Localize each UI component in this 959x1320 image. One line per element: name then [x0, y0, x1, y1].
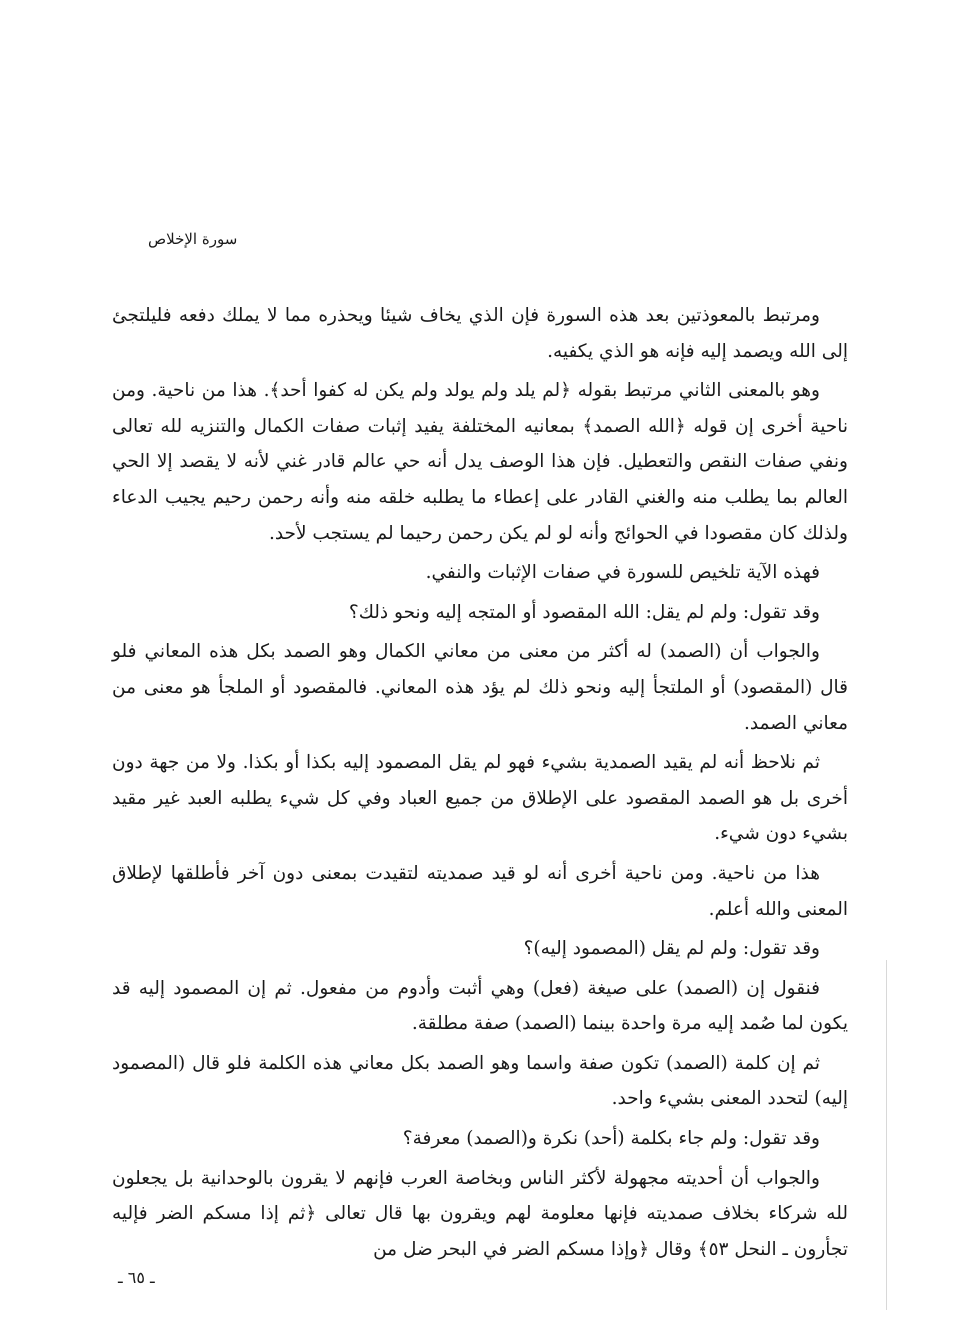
paragraph: ثم نلاحظ أنه لم يقيد الصمدية بشيء فهو لم يقل المصمود إليه بكذا أو بكذا. ولا من جهة دون أخرى بل هو الصمد المقصود على الإطلاق من جميع العباد وفي كل شيء يطلبه العبد غير مقيد بشيء دون شيء. — [112, 752, 848, 845]
running-header: سورة الإخلاص — [148, 230, 238, 248]
paragraph: فهذه الآية تلخيص للسورة في صفات الإثبات والنفي. — [425, 562, 820, 584]
paragraph: ومرتبط بالمعوذتين بعد هذه السورة فإن الذي يخاف شيئا ويحذره مما لا يملك دفعه فليلتجئ إلى الله ويصمد إليه فإنه هو الذي يكفيه. — [112, 305, 848, 362]
paragraph: فنقول إن (الصمد) على صيغة (فعل) وهي أثبت وأدوم من مفعول. ثم إن المصمود إليه قد يكون لما صُمد إليه مرة واحدة بينما (الصمد) صفة مطلقة. — [112, 977, 848, 1035]
scan-edge-line — [886, 960, 887, 1310]
paragraph: هذا من ناحية. ومن ناحية أخرى أنه لو قيد صمديته لتقيدت بمعنى دون آخر فأطلقها لإطلاق المعنى والله أعلم. — [112, 862, 848, 920]
body-text — [112, 298, 848, 1271]
paragraph: وهو بالمعنى الثاني مرتبط بقوله ﴿لم يلد ولم يولد ولم يكن له كفوا أحد﴾. هذا من ناحية. ومن ناحية أخرى إن قوله ﴿الله الصمد﴾ بمعانيه المختلفة يفيد إثبات صفات الكمال والتنزيه لله تعالى ونفي صفات النقص والتعطيل. فإن هذا الوصف يدل أنه حي عالم قادر غني لأنه لا يقصد إلا الحي العالم بما يطلب منه والغني القادر على إعطاء ما يطلبه خلقه منه وأنه رحمن رحيم يجيب الدعاء ولذلك كان مقصودا في الحوائج وأنه لو لم يكن رحمن رحيما لم يستجب لأحد. — [112, 380, 848, 544]
page-number: ـ ٦٥ ـ — [118, 1268, 155, 1287]
paragraph: وقد تقول: ولم لم يقل (المصمود إليه)؟ — [523, 938, 820, 960]
paragraph: ثم إن كلمة (الصمد) تكون صفة واسما وهو الصمد بكل معاني هذه الكلمة فلو قال (المصمود إليه) لتحدد المعنى بشيء واحد. — [112, 1052, 848, 1110]
paragraph: والجواب أن أحديته مجهولة لأكثر الناس وبخاصة العرب فإنهم لا يقرون بالوحدانية بل يجعلون لله شركاء بخلاف صمديته فإنها معلومة لهم ويقرون بها قال تعالى ﴿ثم إذا مسكم الضر فإليه تجأرون ـ النحل ٥٣﴾ وقال ﴿وإذا مسكم الضر في البحر ضل من — [112, 1167, 848, 1260]
paragraph: والجواب أن (الصمد) له أكثر من معنى من معاني الكمال وهو الصمد بكل هذه المعاني فلو قال (المقصود) أو الملتجأ إليه ونحو ذلك لم يؤد هذه المعاني. فالمقصود أو الملجأ هو معنى من معاني الصمد. — [112, 641, 848, 734]
paragraph: وقد تقول: ولم لم يقل: الله المقصود أو المتجه إليه ونحو ذلك؟ — [348, 601, 820, 623]
paragraph: وقد تقول: ولم جاء بكلمة (أحد) نكرة و(الصمد) معرفة؟ — [402, 1128, 820, 1150]
